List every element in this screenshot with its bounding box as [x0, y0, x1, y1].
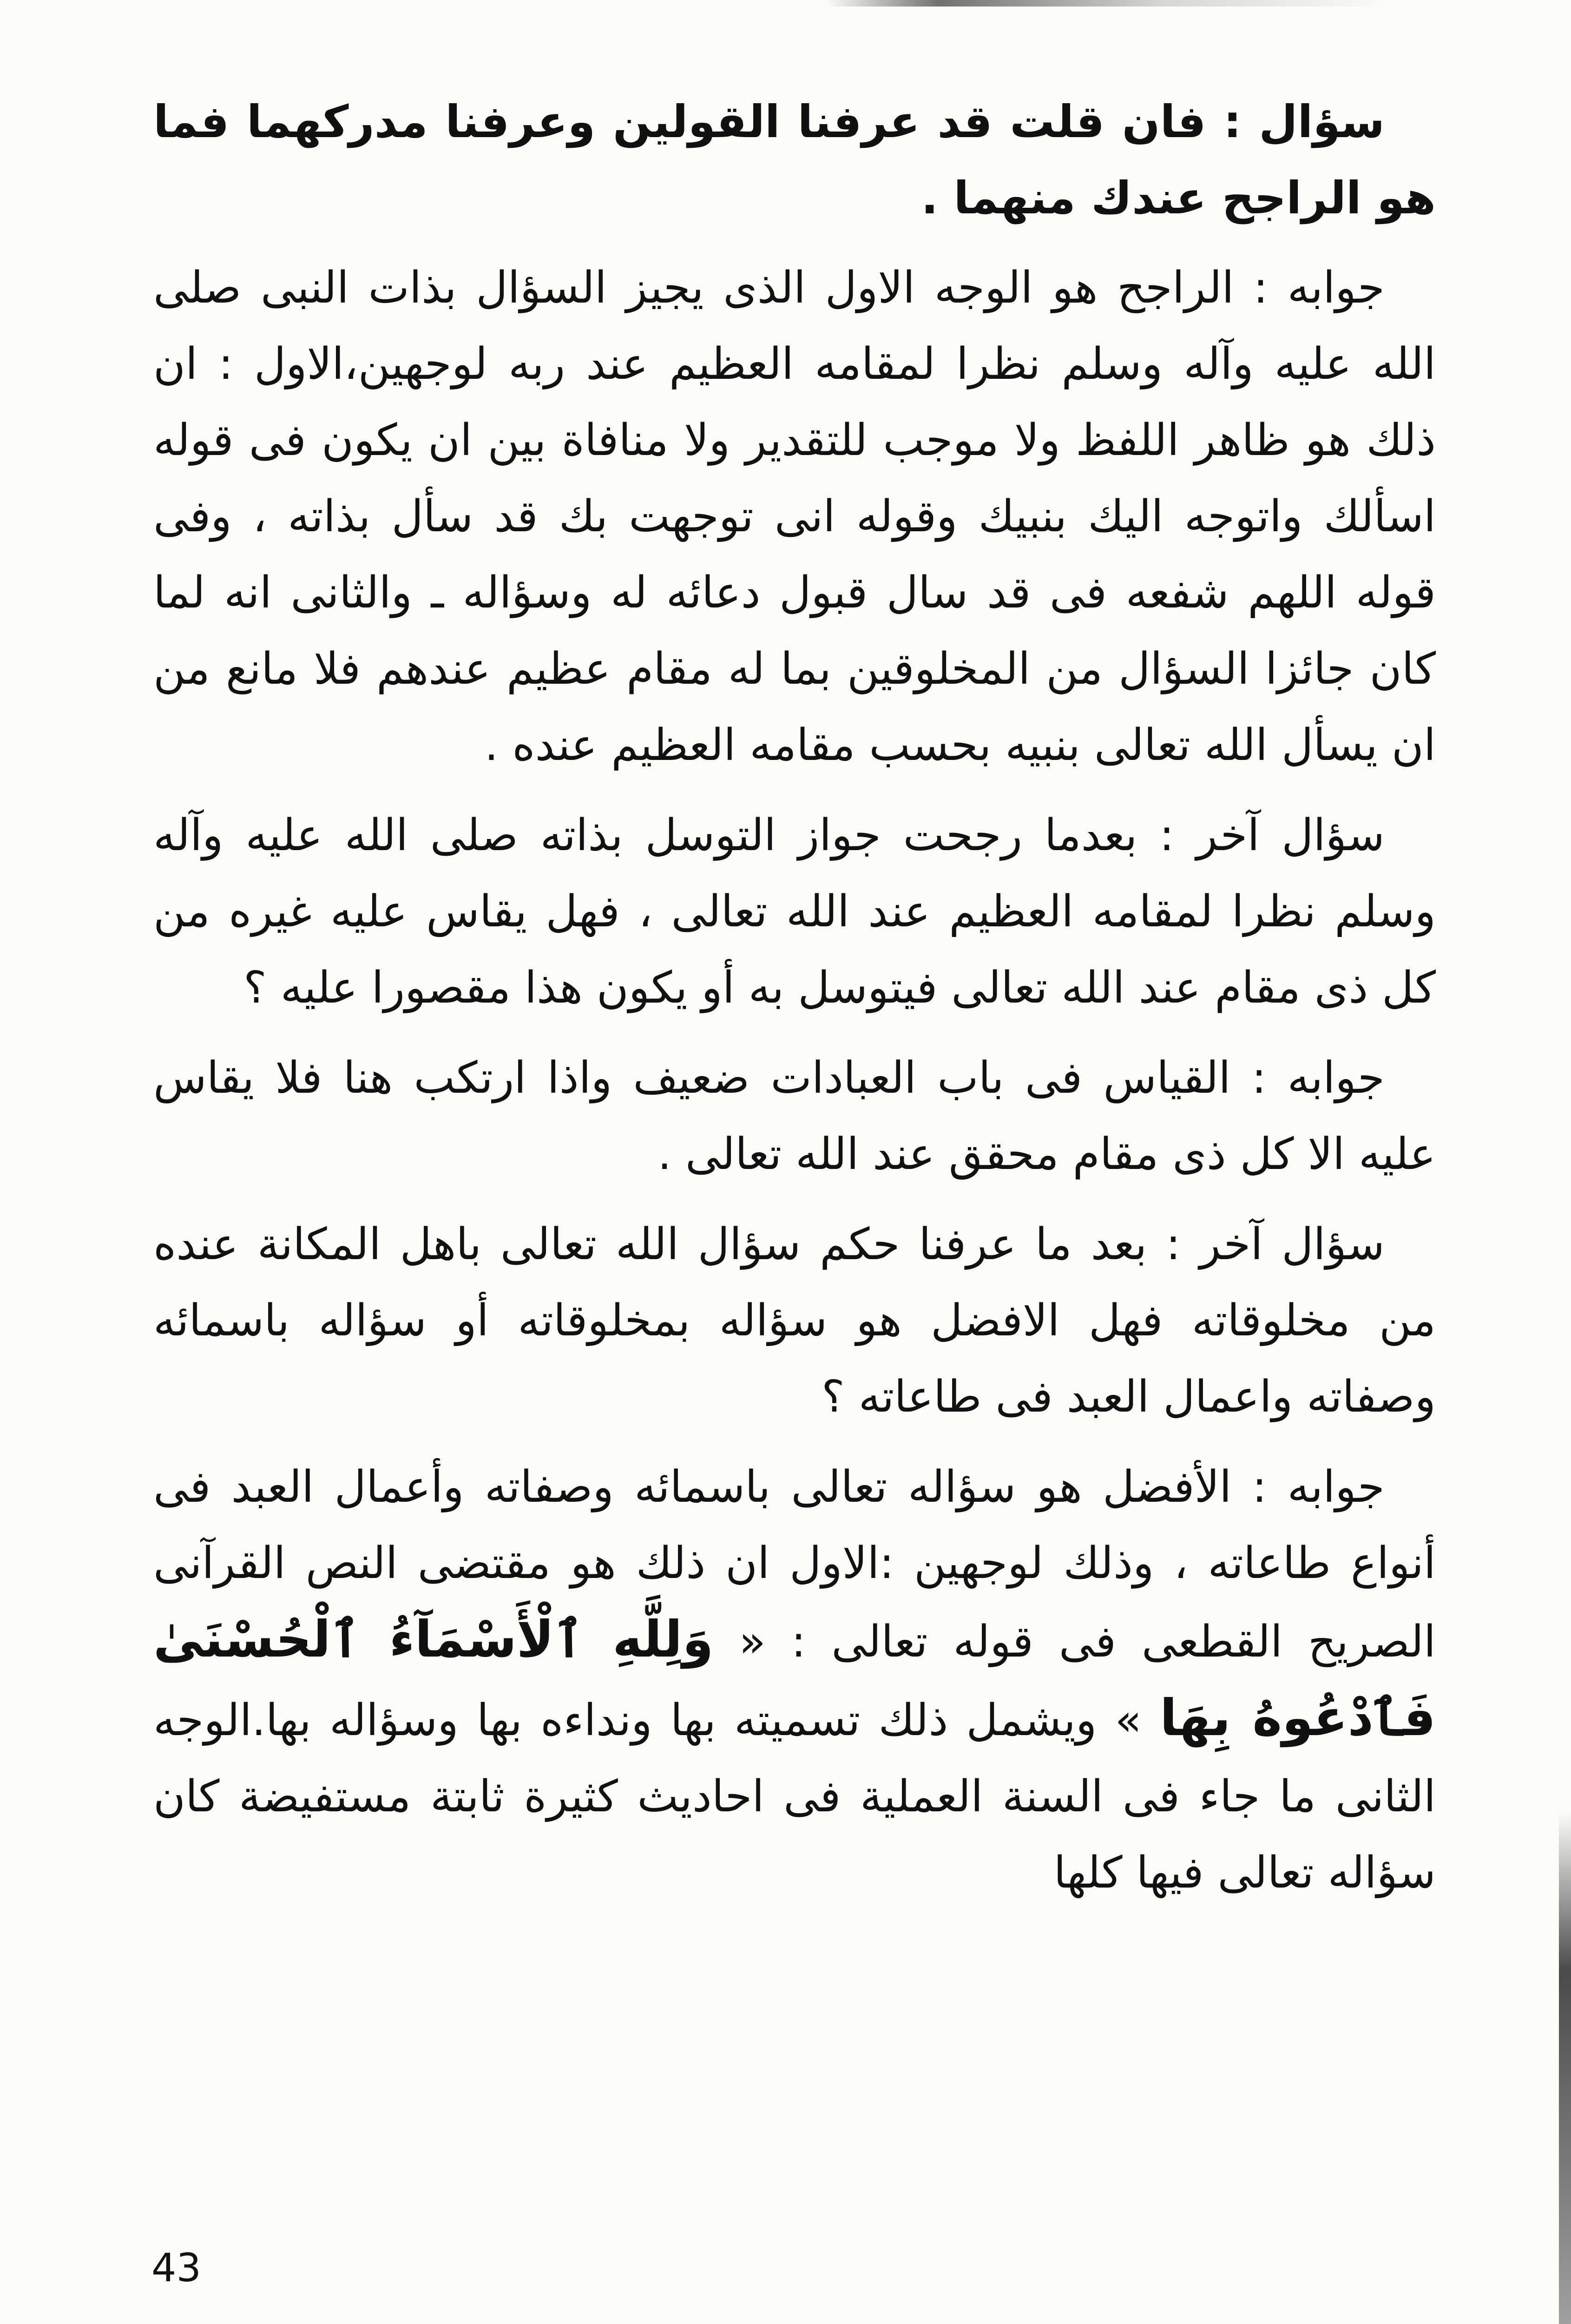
paragraph-question-3: سؤال آخر : بعد ما عرفنا حكم سؤال الله تعالى باهل المكانة عنده من مخلوقاته فهل الافضل هو سؤاله بمخلوقاته أو سؤاله باسمائه وصفاته واعمال العبد فى طاعاته ؟ [153, 1219, 1436, 1422]
quran-verse: وَلِلَّهِ ٱلْأَسْمَآءُ ٱلْحُسْنَىٰ فَٱدْعُوهُ بِهَا [153, 1611, 1436, 1747]
text-body [153, 84, 1436, 1925]
paragraph-answer-2: جوابه : القياس فى باب العبادات ضعيف واذا ارتكب هنا فلا يقاس عليه الا كل ذى مقام محقق عند الله تعالى . [153, 1053, 1436, 1180]
page-number: 43 [151, 2245, 201, 2291]
scan-right-edge [1559, 1813, 1571, 2324]
paragraph-answer-3 [153, 1449, 1436, 1911]
answer-3-intro: جوابه : الأفضل هو سؤاله تعالى باسمائه وصفاته وأعمال العبد فى أنواع طاعاته ، وذلك لوجهين :الاول ان ذلك هو مقتضى النص القرآنى الصريح القطعى فى قوله تعالى : « [153, 1462, 1436, 1667]
paragraph-answer-1: جوابه : الراجح هو الوجه الاول الذى يجيز السؤال بذات النبى صلى الله عليه وآله وسلم نظرا لمقامه العظيم عند ربه لوجهين،الاول : ان ذلك هو ظاهر اللفظ ولا موجب للتقدير ولا منافاة بين ان يكون فى قوله اسألك واتوجه اليك بنبيك وقوله انى توجهت بك قد سأل بذاته ، وفى قوله اللهم شفعه فى قد سال قبول دعائه له وسؤاله ـ والثانى انه لما كان جائزا السؤال من المخلوقين بما له مقام عظيم عندهم فلا مانع من ان يسأل الله تعالى بنبيه بحسب مقامه العظيم عنده . [153, 263, 1436, 771]
scan-top-edge [827, 0, 1385, 7]
paragraph-question-2: سؤال آخر : بعدما رجحت جواز التوسل بذاته صلى الله عليه وآله وسلم نظرا لمقامه العظيم عند الله تعالى ، فهل يقاس عليه غيره من كل ذى مقام عند الله تعالى فيتوسل به أو يكون هذا مقصورا عليه ؟ [153, 810, 1436, 1013]
answer-3-continuation: » ويشمل ذلك تسميته بها ونداءه بها وسؤاله بها.الوجه الثانى ما جاء فى السنة العملية فى احاديث كثيرة ثابتة مستفيضة كان سؤاله تعالى فيها كلها [153, 1695, 1436, 1898]
paragraph-question-1: سؤال : فان قلت قد عرفنا القولين وعرفنا مدركهما فما هو الراجح عندك منهما . [153, 96, 1436, 224]
